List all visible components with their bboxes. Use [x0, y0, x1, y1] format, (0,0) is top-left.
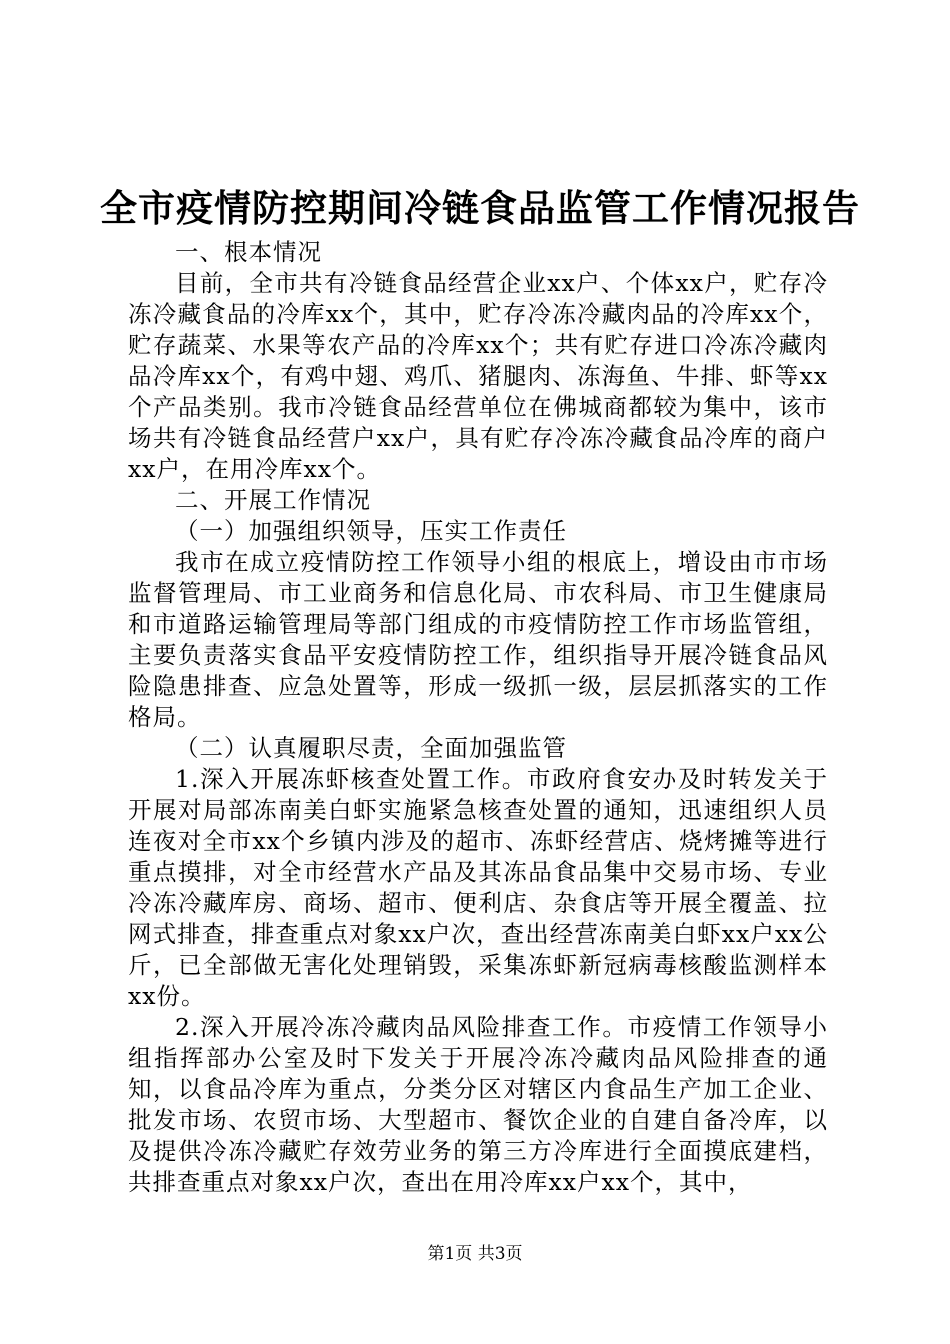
- paragraph-meat-risk-check: 2.深入开展冷冻冷藏肉品风险排查工作。市疫情工作领导小组指挥部办公室及时下发关于开展冷冻冷藏肉品风险排查的通知，以食品冷库为重点，分类分区对辖区内食品生产加工企业、批发市场、农贸市场、大型超市、餐饮企业的自建自备冷库，以及提供冷冻冷藏贮存效劳业务的第三方冷库进行全面摸底建档，共排查重点对象xx户次，查出在用冷库xx户xx个，其中，: [128, 1013, 828, 1196]
- paragraph-basic-situation: 目前，全市共有冷链食品经营企业xx户、个体xx户，贮存冷冻冷藏食品的冷库xx个，其中，贮存冷冻冷藏肉品的冷库xx个，贮存蔬菜、水果等农产品的冷库xx个；共有贮存进口冷冻冷藏肉品冷库xx个，有鸡中翅、鸡爪、猪腿肉、冻海鱼、牛排、虾等xx个产品类别。我市冷链食品经营单位在佛城商都较为集中，该市场共有冷链食品经营户xx户，具有贮存冷冻冷藏食品冷库的商户xx户，在用冷库xx个。: [128, 269, 828, 483]
- paragraph-shrimp-check: 1.深入开展冻虾核查处置工作。市政府食安办及时转发关于开展对局部冻南美白虾实施紧急核查处置的通知，迅速组织人员连夜对全市xx个乡镇内涉及的超市、冻虾经营店、烧烤摊等进行重点摸排，对全市经营水产品及其冻品食品集中交易市场、专业冷冻冷藏库房、商场、超市、便利店、杂食店等开展全覆盖、拉网式排查，排查重点对象xx户次，查出经营冻南美白虾xx户xx公斤，已全部做无害化处理销毁，采集冻虾新冠病毒核酸监测样本xx份。: [128, 765, 828, 1010]
- section-heading-work: 二、开展工作情况: [175, 486, 371, 514]
- paragraph-organization: 我市在成立疫情防控工作领导小组的根底上，增设由市市场监督管理局、市工业商务和信息化局、市农科局、市卫生健康局和市道路运输管理局等部门组成的市疫情防控工作市场监管组，主要负责落实食品平安疫情防控工作，组织指导开展冷链食品风险隐患排查、应急处置等，形成一级抓一级，层层抓落实的工作格局。: [128, 548, 828, 731]
- page-footer: 第1页 共3页: [427, 1244, 523, 1264]
- document-title: 全市疫情防控期间冷链食品监管工作情况报告: [100, 186, 860, 230]
- subheading-supervision: （二）认真履职尽责，全面加强监管: [175, 734, 567, 762]
- subheading-organization: （一）加强组织领导，压实工作责任: [175, 517, 567, 545]
- section-heading-basic: 一、根本情况: [175, 238, 322, 266]
- document-body: [128, 237, 828, 1198]
